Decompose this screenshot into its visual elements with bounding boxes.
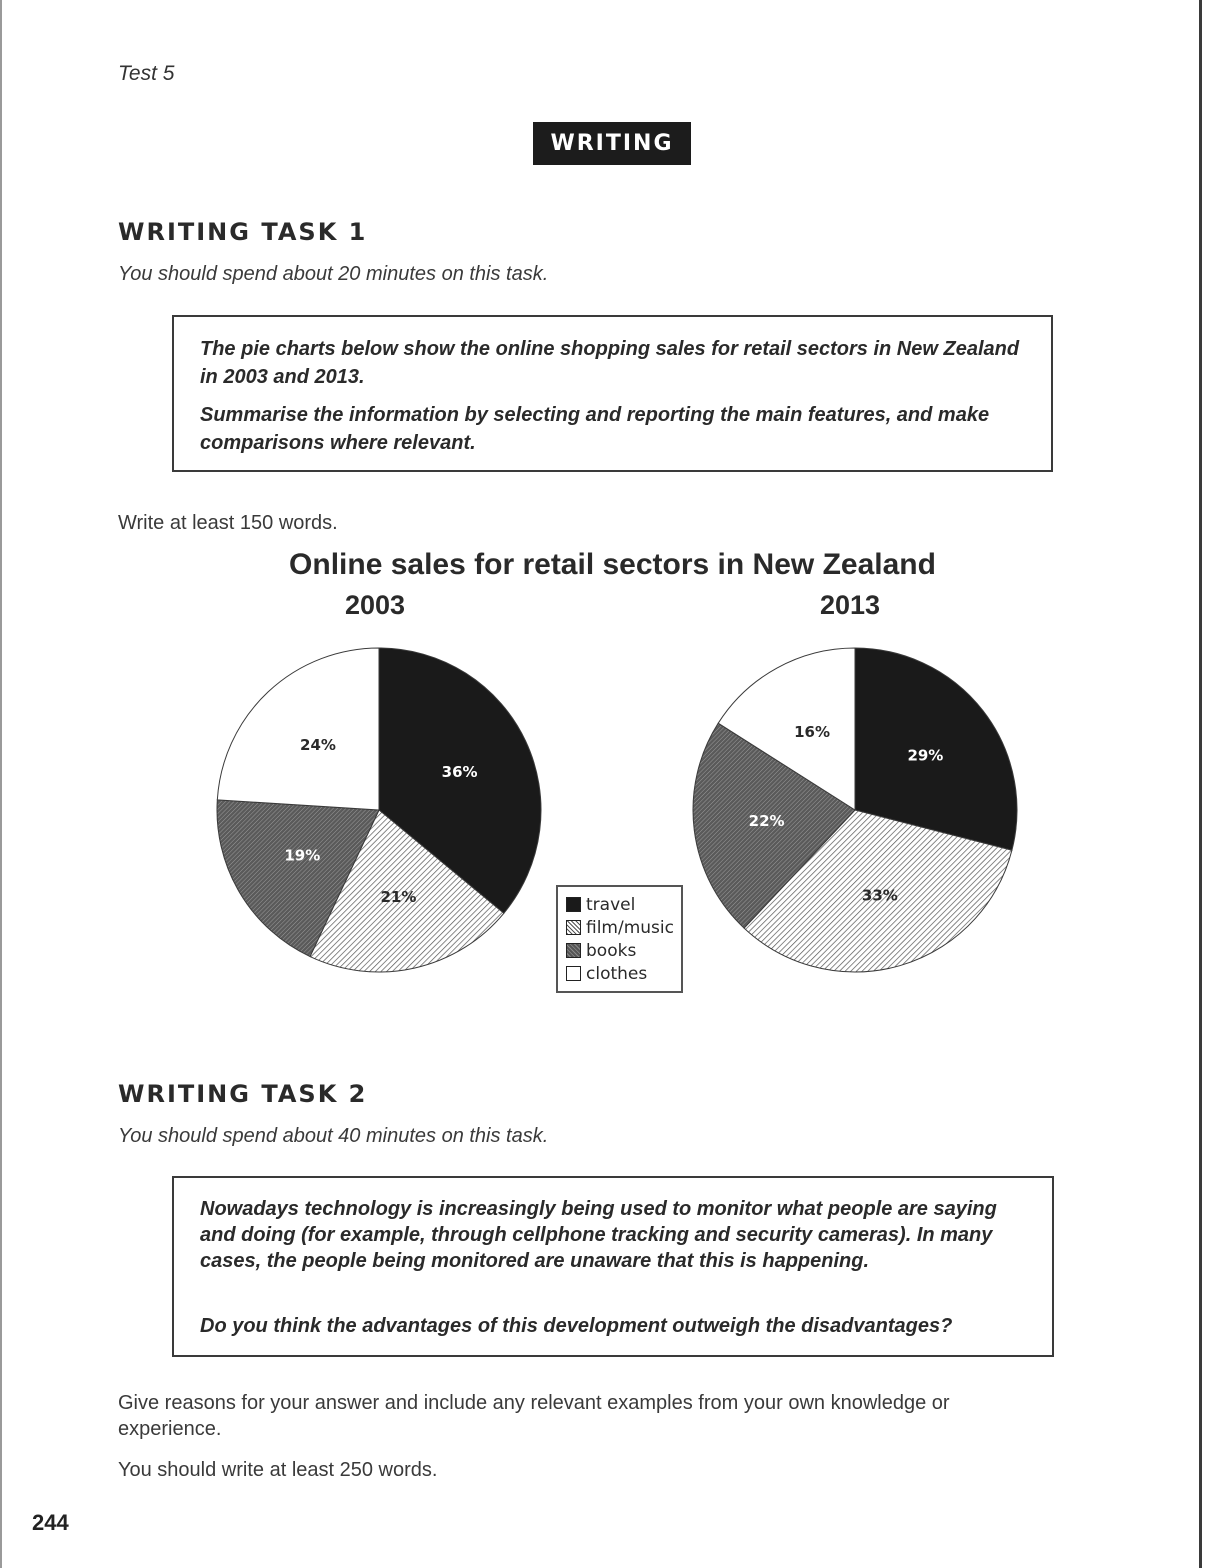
- legend-swatch-clothes: [566, 966, 581, 981]
- page-number: 244: [32, 1510, 69, 1535]
- legend-label-clothes: clothes: [586, 963, 648, 984]
- pie-2013-label-travel: 29%: [907, 746, 944, 765]
- pie-2003-label-film-music: 21%: [380, 887, 417, 906]
- section-banner: WRITING: [533, 122, 691, 165]
- pie-2013-label-film-music: 33%: [861, 886, 898, 905]
- legend-item-books: [566, 939, 681, 962]
- task2-prompt-question: Do you think the advantages of this development outweigh the disadvantages?: [200, 1315, 953, 1337]
- pie-2003-label-books: 19%: [284, 846, 321, 865]
- task2-time-note: You should spend about 40 minutes on this task.: [118, 1125, 549, 1147]
- task2-prompt-box: [172, 1176, 1054, 1357]
- pie-2013: [693, 648, 1017, 972]
- task2-heading: WRITING TASK 2: [118, 1080, 368, 1108]
- pie-2013-label-clothes: 16%: [794, 722, 831, 741]
- task1-word-count: Write at least 150 words.: [118, 512, 338, 534]
- running-head: Test 5: [118, 62, 175, 85]
- task1-time-note: You should spend about 20 minutes on this task.: [118, 263, 549, 285]
- task1-heading: WRITING TASK 1: [118, 218, 368, 246]
- legend-item-travel: [566, 893, 681, 916]
- task2-instruction: Give reasons for your answer and include any relevant examples from your own knowledge or experience.: [118, 1392, 950, 1440]
- legend-item-clothes: [566, 962, 681, 985]
- legend-swatch-books: [566, 943, 581, 958]
- legend-item-film-music: [566, 916, 681, 939]
- pie-2003-slice-clothes: [217, 648, 379, 810]
- task2-prompt-statement: Nowadays technology is increasingly being used to monitor what people are saying and doing (for example, through cellphone tracking and security cameras). In many cases, the people being monitored are unaware that this is happening.: [200, 1198, 997, 1272]
- legend-label-travel: travel: [586, 894, 636, 915]
- task2-word-count: You should write at least 250 words.: [118, 1459, 438, 1481]
- legend-label-books: books: [586, 940, 637, 961]
- chart-year-2003: 2003: [345, 590, 406, 620]
- pie-2003-label-clothes: 24%: [300, 736, 336, 755]
- pie-2013-label-books: 22%: [748, 812, 785, 831]
- legend-swatch-film-music: [566, 920, 581, 935]
- task1-prompt-instruction: Summarise the information by selecting and reporting the main features, and make comparisons where relevant.: [200, 404, 990, 454]
- pie-2003: [217, 648, 541, 972]
- task1-prompt-question: The pie charts below show the online shopping sales for retail sectors in New Zealand in 2003 and 2013.: [200, 338, 1020, 388]
- chart-title: Online sales for retail sectors in New Zealand: [289, 548, 936, 581]
- chart-year-2013: 2013: [820, 590, 881, 620]
- chart-legend: [556, 885, 683, 993]
- pie-2003-label-travel: 36%: [441, 763, 478, 782]
- legend-label-film-music: film/music: [586, 917, 674, 938]
- legend-swatch-travel: [566, 897, 581, 912]
